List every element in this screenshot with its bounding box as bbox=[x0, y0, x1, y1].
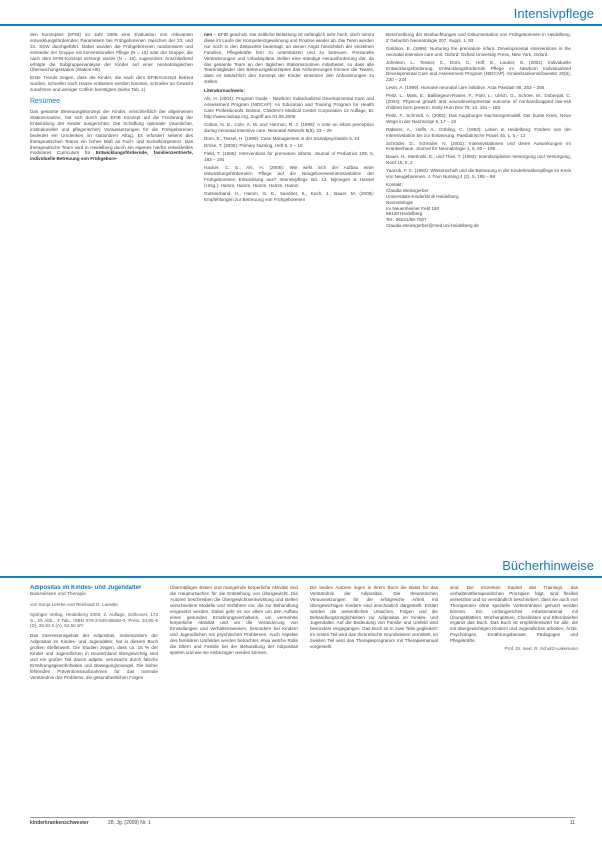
book-column-4 bbox=[450, 585, 578, 813]
book-subtitle: Basiswissen und Therapie bbox=[30, 592, 86, 597]
page-number: 11 bbox=[569, 820, 575, 826]
footer-rule bbox=[30, 817, 575, 818]
reference-item: Beschreibung der Beobachtungen und Dokumentation von Frühgeborenen in Heidelberg. Z Geburtsh Neonatologie 207, Suppl. 1, 93 bbox=[386, 32, 571, 43]
reference-item: Dorn, E., Tessel, H. (1999): Case Management in der Sozialpsychiatrie 5, 24 bbox=[204, 135, 360, 141]
bold-text: nen bbox=[204, 32, 213, 37]
book-column-1 bbox=[30, 585, 158, 813]
contact-line: Universitäts-Kinderklinik Heidelberg bbox=[386, 193, 459, 199]
paragraph: Erste Trends zeigen, dass die Kinder, die nach dem EFIB-Konzept betreut wurden, schneller nach Hause entlassen werden konnten, schneller an Gewicht zunahmen und weniger Coffein benötigten (siehe Tab. 1). bbox=[30, 75, 193, 93]
contact-line: Neonatologie bbox=[386, 199, 414, 205]
section-rule-top bbox=[0, 24, 602, 26]
book-column-3 bbox=[310, 585, 438, 813]
book-authors: von Sonja Lehrke und Reinhard G. Laessle bbox=[30, 602, 118, 607]
contact-email: Claudia.Weissgerber@med.uni-heidelberg.de bbox=[386, 223, 479, 229]
contact-block bbox=[386, 182, 571, 229]
page-footer bbox=[30, 820, 575, 830]
reference-item: Johnston, L., Tessier, C., Dorn, C., Hoff, E., Lauber, G. (2001): Individuelle Entwicklungsförderung, Entwicklungsfördernde Pflege im Newborn Individualized Developmental Care and Assessment Program (NIDCAP). Kinderkrankenschwester 20(6), 230 – 234 bbox=[386, 59, 571, 83]
contact-line: Claudia Weissgerber bbox=[386, 187, 429, 193]
reference-item: Goldson, E. (1999): Nurturing the premature infant. Developmental interventions in the neonatal intensive care unit. Oxford: Oxford University Press, New York, Oxford. bbox=[386, 45, 571, 57]
reference-item: Yaacob, F. C. (1993): Wissenschaft und die Betreuung in der Kinderkrankenpflege im Kreis von Neugeborenen. J. Fam Nursing 4 (2), 5, 195 – 99 bbox=[386, 168, 571, 180]
paragraph: sind. Die einzelnen Kapitel des Trainings, das verhaltenstherapeutischen Prinzipien folgt, sind flexibel einsetzbar und so verständlich beschrieben, dass sie auch von Therapeuten ohne spezielle Vorkenntnisse genutzt werden können. Ein umfangreiches Arbeitsmaterial mit Übungsblättern, Wochenplänen, Checklisten und Elternbriefen ergänzt das Buch. Das Buch ist empfehlenswert für alle, die mit übergewichtigen Kindern und Jugendlichen arbeiten, Ärzte, Psychologen, Ernährungsberater, Pädagogen und Pflegekräfte. bbox=[450, 585, 578, 644]
section-title-intensivpflege: Intensivpflege bbox=[513, 6, 594, 21]
footer-journal-name: kinderkrankenschwester bbox=[30, 820, 89, 826]
contact-line: Im Neuenheimer Feld 150 bbox=[386, 205, 440, 211]
literature-heading: Literaturnachweis: bbox=[204, 88, 245, 94]
resume-bold-text: Entwicklungsfördernde, familienzentrierte, individuelle Betreuung von Frühgebore- bbox=[30, 150, 193, 162]
resume-heading: Resümee bbox=[30, 98, 60, 106]
reference-item: Colton, N. E., Cole, A. M. and Harmon, R. J. (1989): A note on infant perception during neonatal intensive care. Neonatal Network 8(5), 23 – 25 bbox=[204, 121, 374, 133]
contact-line: Tel.: 06221/56-7507 bbox=[386, 217, 427, 223]
article-column-2 bbox=[204, 32, 374, 547]
reviewer-signature: Prof. Dr. med. R. Schultz-Lakemann bbox=[504, 646, 578, 652]
book-title: Adipositas im Kindes- und Jugendalter bbox=[30, 585, 142, 591]
reference-item: Levin, A. (1999): Humane neonatal care initiative. Acta Paediatr 88, 353 – 355 bbox=[386, 85, 545, 91]
reference-item: Dröse, T. (2000): Primary Nursing, Heft 5, 2 – 10 bbox=[204, 143, 303, 149]
book-publisher-info: Springer Verlag, Heidelberg 2009, 2. Auflage, Softcover, 172 S., 25 Abb., 3 Tab., ISBN 978-3-540-85550-0, Preis: 34,95 € (D), 35,93 € (A), 54,50 sFr bbox=[30, 611, 158, 629]
resume-paragraph bbox=[30, 109, 193, 162]
contact-line: 69120 Heidelberg bbox=[386, 211, 423, 217]
reference-item: Gutsverband, H., Hamm, G. E., Sandner, K., Koch, J., Bauer, M. (2008): Empfehlungen zur Betreuung von Frühgeborenen bbox=[204, 190, 374, 202]
article-column-1 bbox=[30, 32, 193, 547]
reference-item: Als, H. (2004): Program Guide - Newborn Individualized Developmental Care and Assessment Program (NIDCAP): An Education and Training Program for Health Care Professionals. Boston, Children's Medical Center Corporation 12 Auflage, Bl. http://www.nidcap.org, Zugriff am 01.08.2006 bbox=[204, 96, 374, 119]
contact-heading: Kontakt: bbox=[386, 181, 403, 187]
footer-issue: 28. Jg. (2009) Nr. 1 bbox=[108, 820, 151, 826]
reference-item: Räberer, A., Hoffs, A., Döhling, C. (1993): Leben in Heidelberg: Fördern von der Intensivstation bis zur Entlassung. Paediatrische Praxis 45, 1, 5 – 13 bbox=[386, 126, 571, 138]
section-rule-bottom bbox=[0, 576, 602, 578]
reference-item: Field, T. (1986): Interventions for premature infants. Journal of Pediatrics 109, 5, 183 – 191 bbox=[204, 151, 374, 163]
paragraph: Die beiden Autoren legen in ihrem Buch die Basis für das Verständnis der Adipositas. Die theoretischen Voraussetzungen für die erfolgreiche Arbeit mit übergewichtigen Kindern sind anschaulich dargestellt. Erklärt werden die wesentlichen Ursachen, Folgen und die Behandlungsmöglichkeiten zur Adipositas im Kindes- und Jugendalter. Auf die Bedeutung von Familie und Umfeld wird besonders eingegangen. Das Buch ist in zwei Teile gegliedert: Im ersten Teil wird das theoretische Grundwissen vermittelt, im zweiten Teil wird das Therapieprogramm mit Therapiemanual vorgestellt. bbox=[310, 585, 438, 650]
reference-item: Schröder, D., Schröder, N. (2001): Intensivstationen und deren Auswirkungen im Krankenhaus. Journal für Neonatologie 1, 5, 90 – 105 bbox=[386, 140, 571, 152]
reference-item: Bauer, H., Mertinski, E., und Thiel, T. (1993): Interdisziplinäre Versorgung und Versorgung, Nord 15, 5, 2 bbox=[386, 154, 571, 166]
paragraph: den Konzeptes (EFIB) im Jahr 2006 eine Evaluation von relevanten entwicklungsfördernden Parametern bei Frühgeborenen zwischen der 23. und 34. SSW durchgeführt. Dabei wurden die Frühgeborenen randomisiert und entweder der Gruppe mit konventioneller Pflege (N = 15) oder der Gruppe, die nach dem EFIB-Konzept versorgt wurde (N = 15), zugeordnet. Anschließend erfolgte die Subgruppenanalyse der Kinder auf einer neonatologischen Überwachungsstation (Station H9). bbox=[30, 32, 193, 73]
book-column-2 bbox=[170, 585, 298, 813]
section-title-buecherhinweise: Bücherhinweise bbox=[502, 558, 594, 573]
reference-item: Peitz, L., Mast, E., Baillargeon-Rosier, F., Pahl, L., Ulrich, G., Schöer, M., Doberpal, C. (2004): Physical growth and neurodevelopmental outcome of nonhandicapped low-risk children born preterm. Early Hum Dev 79, 10, 151 – 163 bbox=[386, 93, 571, 110]
resume-text: Das gesamte Betreuungskonzept der Kinder, einschließlich der allgemeinen Stationsroutine, hat sich durch das EFIB Konzept auf die Förderung der Entwicklung der Kinder ausgerichtet. Die Schaffung optimaler (räumlicher, institutioneller und pflegerischer) Voraussetzungen für die Frühgeborenen bedeutet ein Umdenken im stationären Alltag. Es erfordert seitens des therapeutischen Teams ein hohes Maß an Fach- und Sozialkompetenz. Das therapeutische Team wird in Heidelberg durch ein eigenes hierfür entwickeltes modulares Curriculum für bbox=[30, 109, 193, 156]
article-column-3 bbox=[386, 32, 571, 547]
paragraph: Das Interessensgebiet der Adipositas, insbesondere der Adipositas im Kindes- und Jugendalter, hat in diesem Buch großen Stellenwert. Die Studien zeigen, dass ca. 15 % der Kinder und Jugendlichen in Deutschland übergewichtig sind und ein großer Teil davon adipös, verursacht durch falsche Ernährungsgewohnheiten und Bewegungsmangel. Die bisher fehlenden Präventionsmaßnahmen für das normale Verständnis des Problems, die gesundheitlichen Folgen bbox=[30, 633, 158, 680]
reference-item: Hacker, C. E., Als, H. (2005): Wie wirkt sich der Aufbau einer entwicklungsfördernden Pflege auf die Neugeborenenintensivstation der Frühgeborenen Entwicklung aus? Intensivpflege Bd. 13, Nijmegen & Hansel (Hrsg.): Hamm, Hamm, Hamm, Hamm, Hamm bbox=[204, 165, 374, 188]
paragraph: Übermäßiges Essen und mangelnde körperliche Aktivität sind die Hauptursachen für die Entstehung von Übergewicht. Die Autoren beschreiben die Übergewichtsentwicklung und stellen verschiedene Modelle und Verfahren vor, die zur Behandlung eingesetzt werden. Dabei geht es vor allem um den Aufbau eines gesunden Ernährungsverhaltens, um vermehrte körperliche Aktivität und um die Veränderung von Einstellungen und Verhaltensweisen, besonders bei Kindern und Jugendlichen mit psychischen Problemen. Auch Aspekte des familiären Umfeldes werden betrachtet, etwa welche Rolle die Eltern und Familie bei der Behandlung der Adipositas spielen und wie sie einbezogen werden können. bbox=[170, 585, 298, 655]
reference-item: Peitz, F., Schmidt, A. (2002): Das Augsburger Nachsorgemodell. Der bunte Kreis, Neue Wege in der Nachsorge 5, 17 – 18 bbox=[386, 112, 571, 124]
text: – EFIB geschult. Die zeitliche Belastung ist anfänglich sehr hoch, doch nimmt diese im Laufe der Kompetenzgewinnung und Routine wieder ab. Die Team werden nur noch in den Zeitpunkte beantragt, an denen Angst hinsichtlich der einzelnen Familien, Pflegekräfte fern zu unterstützen und zu betreuen. Personelle Veränderungen und Urlaubspläne stellen eine ständige Herausforderung dar, da das gesamte Team an den täglichen Stationsroutinen mitarbeitet, so dass alle Teammitglieder des Betreuungskonzeptes das Anforderungen können die Teams, dass es tatsächlich den Konzept der Kinder einsetzen den Anforderungen zu stellen. bbox=[204, 32, 374, 85]
paragraph bbox=[204, 32, 374, 85]
